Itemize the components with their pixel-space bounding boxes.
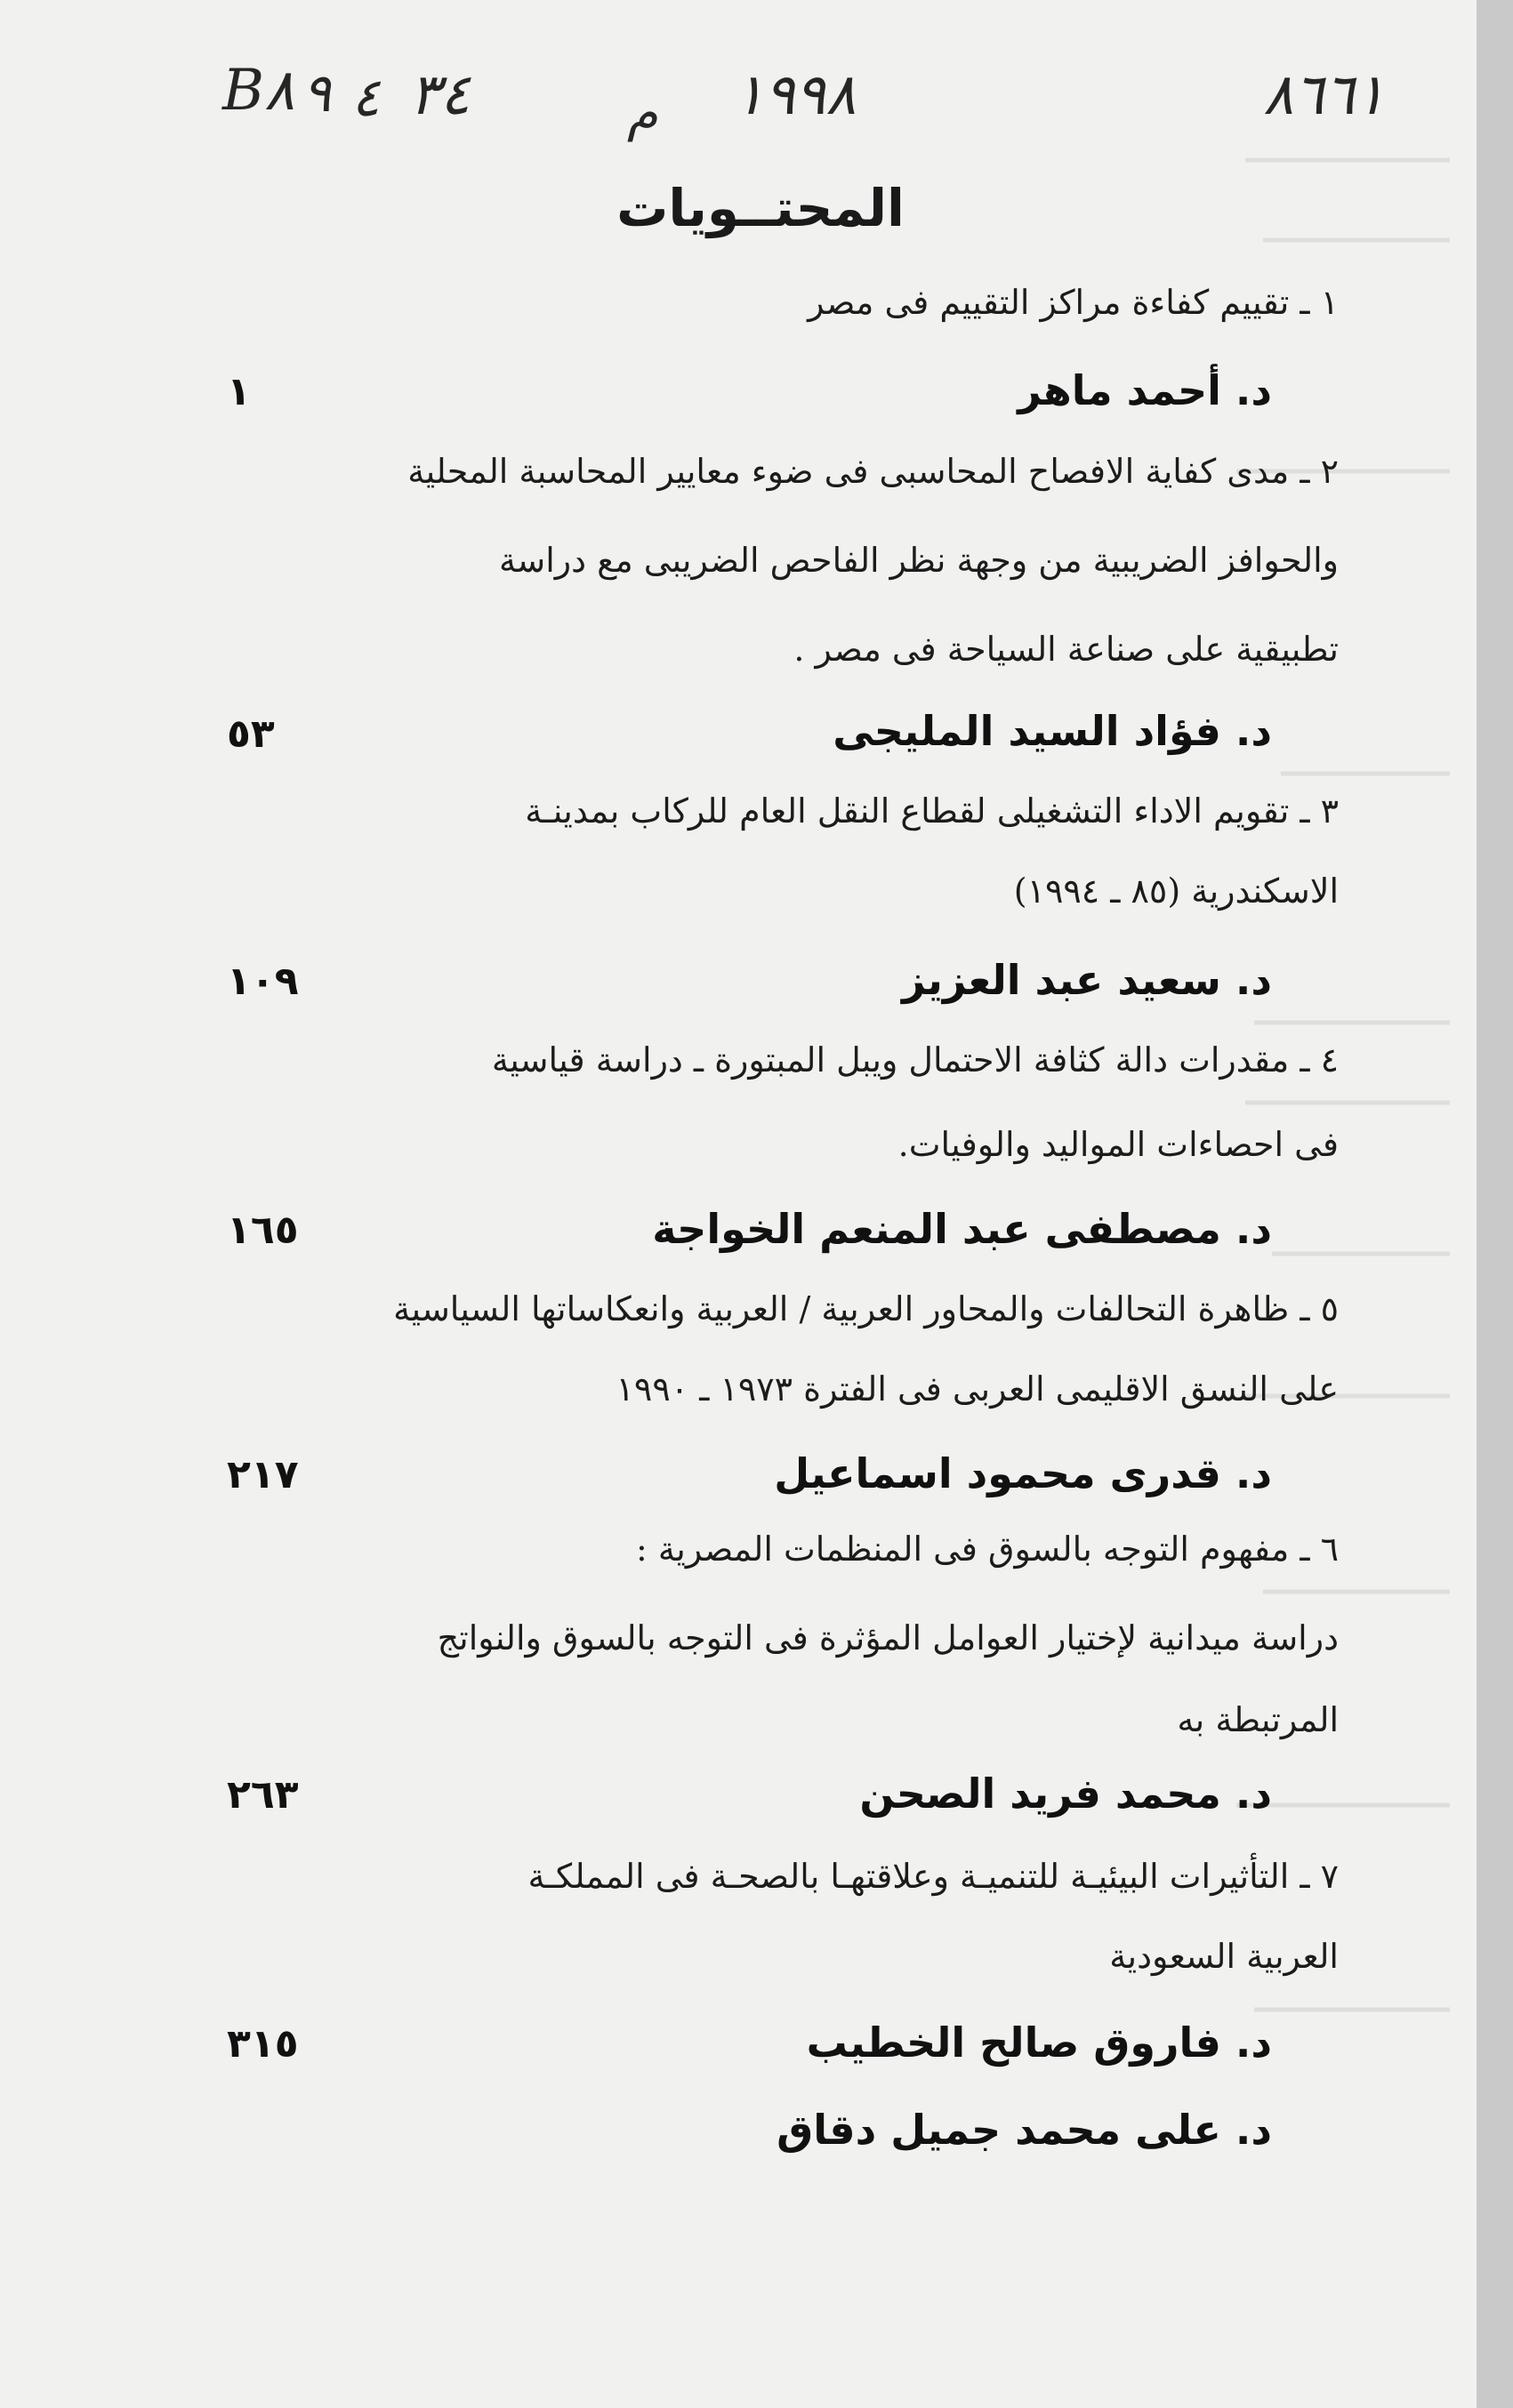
entry-page-number: ١ [227,369,251,414]
entry-topic-line: فى احصاءات المواليد والوفيات. [897,1125,1339,1164]
entry-topic-line: ٧ ـ التأثيرات البيئيـة للتنميـة وعلاقتهـا بالصحـة فى المملكـة [527,1857,1339,1896]
entry-topic-line: دراسة ميدانية لإختيار العوامل المؤثرة فى التوجه بالسوق والنواتج [437,1618,1339,1658]
entry-topic-line: والحوافز الضريبية من وجهة نظر الفاحص الضريبى مع دراسة [498,541,1339,580]
entry-topic-line: على النسق الاقليمى العربى فى الفترة ١٩٧٣ ـ ١٩٩٠ [616,1369,1339,1409]
entry-author: د. محمد فريد الصحن [859,1770,1272,1818]
handwritten-year: ١٩٩٨ [734,62,857,128]
entry-author: د. مصطفى عبد المنعم الخواجة [652,1205,1272,1253]
handwritten-digit: ٩ [302,62,332,124]
entry-author: د. فؤاد السيد المليجى [833,707,1272,755]
handwritten-digit: ٤ [351,67,381,129]
entry-topic-line: ٤ ـ مقدرات دالة كثافة الاحتمال ويبل المبتورة ـ دراسة قياسية [491,1040,1339,1080]
entry-page-number: ٢١٧ [227,1452,299,1497]
handwritten-mark: م [627,84,658,142]
entry-topic-line: ١ ـ تقييم كفاءة مراكز التقييم فى مصر [808,283,1339,322]
entry-topic-line: ٦ ـ مفهوم التوجه بالسوق فى المنظمات المصرية : [636,1529,1339,1569]
entry-author: د. سعيد عبد العزيز [902,956,1272,1004]
handwritten-accession-number: ٨٦٦١ [1263,62,1386,128]
entry-page-number: ٣١٥ [227,2021,299,2067]
entry-page-number: ١٠٩ [227,959,299,1004]
entry-page-number: ٥٣ [227,711,275,757]
handwritten-volume: ٣٤ [409,62,471,128]
handwritten-shelf-code: B٨ [222,58,295,124]
entry-author: د. قدرى محمود اسماعيل [774,1449,1272,1497]
entry-coauthor: د. على محمد جميل دقاق [777,2106,1272,2154]
entry-topic-line: تطبيقية على صناعة السياحة فى مصر . [793,630,1339,669]
entry-topic-line: الاسكندرية (٨٥ ـ ١٩٩٤) [1013,871,1339,911]
entry-page-number: ٢٦٣ [227,1772,299,1818]
entry-topic-line: ٣ ـ تقويم الاداء التشغيلى لقطاع النقل العام للركاب بمدينـة [525,791,1339,831]
scan-edge [1477,0,1513,2408]
entry-topic-line: العربية السعودية [1109,1937,1339,1976]
entry-author: د. أحمد ماهر [1018,366,1272,414]
entry-author: د. فاروق صالح الخطيب [806,2019,1272,2067]
entry-topic-line: المرتبطة به [1177,1700,1339,1739]
entry-topic-line: ٢ ـ مدى كفاية الافصاح المحاسبى فى ضوء معايير المحاسبة المحلية [407,452,1339,491]
entry-page-number: ١٦٥ [227,1208,299,1253]
entry-topic-line: ٥ ـ ظاهرة التحالفات والمحاور العربية / العربية وانعكاساتها السياسية [393,1289,1339,1328]
page-title: المحتــويات [616,178,905,238]
